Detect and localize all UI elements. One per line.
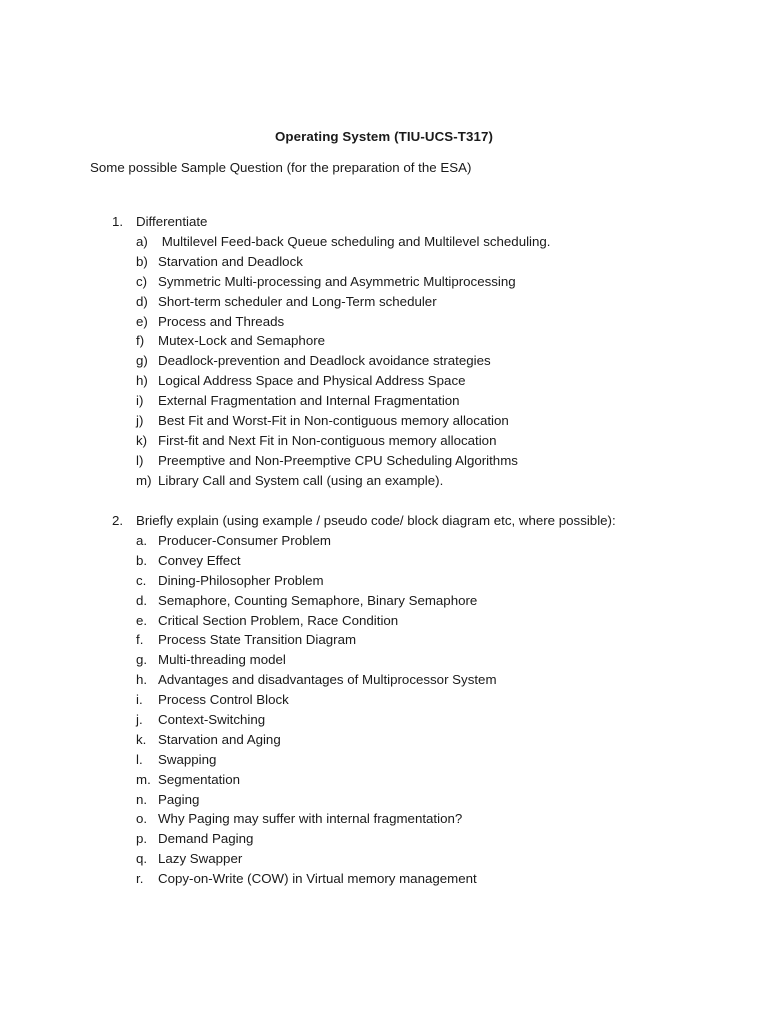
question-item xyxy=(0,630,768,650)
question-item-marker: c) xyxy=(136,273,148,289)
question-item-text: Advantages and disadvantages of Multiprocessor System xyxy=(158,672,497,688)
question-item-marker: e) xyxy=(136,313,148,329)
question-item-marker: h) xyxy=(136,373,148,389)
question-item-marker: o. xyxy=(136,811,148,827)
question-item-marker: r. xyxy=(136,871,144,887)
question-item-text: Producer-Consumer Problem xyxy=(158,533,331,548)
question-item-marker: l) xyxy=(136,452,144,468)
question-item-marker: g) xyxy=(136,353,148,369)
question-list xyxy=(0,531,768,889)
question-item xyxy=(0,252,768,272)
question-item-text: Critical Section Problem, Race Condition xyxy=(158,612,399,628)
question-item xyxy=(0,531,768,551)
question-item-text: Starvation and Aging xyxy=(158,731,281,747)
question-item-text: Paging xyxy=(158,791,200,807)
question-item-text: Swapping xyxy=(158,751,217,767)
question-item-marker: e. xyxy=(136,612,148,628)
section-title: Briefly explain (using example / pseudo code/ block diagram etc, where possible): xyxy=(136,513,616,528)
question-item xyxy=(0,809,768,829)
question-item xyxy=(0,710,768,730)
question-item-text: Dining-Philosopher Problem xyxy=(158,572,324,588)
question-item-text: Logical Address Space and Physical Address Space xyxy=(158,373,466,389)
question-item-marker: c. xyxy=(136,572,147,588)
question-item-text: Semaphore, Counting Semaphore, Binary Semaphore xyxy=(158,592,478,608)
question-item xyxy=(0,471,768,491)
question-item-marker: i) xyxy=(136,393,144,409)
question-item xyxy=(0,750,768,770)
section-number: 1. xyxy=(112,214,124,229)
question-item-text: Library Call and System call (using an example). xyxy=(158,472,444,488)
question-item xyxy=(0,611,768,631)
document-subtitle: Some possible Sample Question (for the preparation of the ESA) xyxy=(90,160,472,175)
question-item-text: Convey Effect xyxy=(158,552,241,568)
question-item-marker: n. xyxy=(136,791,148,807)
question-item xyxy=(0,391,768,411)
question-item-marker: h. xyxy=(136,672,148,688)
question-item xyxy=(0,730,768,750)
question-item xyxy=(0,431,768,451)
question-item xyxy=(0,551,768,571)
question-item-text: Demand Paging xyxy=(158,831,254,847)
question-item-marker: j) xyxy=(136,413,144,429)
question-item xyxy=(0,869,768,889)
question-item xyxy=(0,331,768,351)
question-item xyxy=(0,571,768,591)
question-section-differentiate xyxy=(0,212,768,491)
question-item-marker: p. xyxy=(136,831,148,847)
question-item-text: Lazy Swapper xyxy=(158,851,243,867)
section-title: Differentiate xyxy=(136,214,208,229)
question-item-marker: b. xyxy=(136,552,148,568)
question-item xyxy=(0,650,768,670)
question-item-text: Process and Threads xyxy=(158,313,285,329)
question-item-text: Process Control Block xyxy=(158,692,289,708)
question-item-marker: d) xyxy=(136,293,148,309)
section-number: 2. xyxy=(112,513,124,528)
question-item-marker: g. xyxy=(136,652,148,668)
section-heading xyxy=(0,511,768,531)
question-item-text: Symmetric Multi-processing and Asymmetric Multiprocessing xyxy=(158,273,516,289)
question-item-marker: j. xyxy=(136,712,143,728)
question-item-text: Deadlock-prevention and Deadlock avoidance strategies xyxy=(158,353,491,369)
question-item-marker: k. xyxy=(136,731,147,747)
question-item xyxy=(0,790,768,810)
question-item xyxy=(0,451,768,471)
question-item xyxy=(0,411,768,431)
question-item-text: External Fragmentation and Internal Fragmentation xyxy=(158,393,460,409)
question-item-marker: f) xyxy=(136,333,145,349)
question-item-marker: d. xyxy=(136,592,148,608)
question-item-marker: i. xyxy=(136,692,143,708)
question-item-marker: l. xyxy=(136,751,143,767)
question-item-text: First-fit and Next Fit in Non-contiguous memory allocation xyxy=(158,432,497,448)
question-list xyxy=(0,232,768,491)
question-item xyxy=(0,272,768,292)
question-item xyxy=(0,591,768,611)
question-item xyxy=(0,292,768,312)
question-item-text: Process State Transition Diagram xyxy=(158,632,357,648)
question-section-briefly-explain xyxy=(0,511,768,889)
question-item-text: Copy-on-Write (COW) in Virtual memory management xyxy=(158,871,477,887)
question-item xyxy=(0,670,768,690)
section-heading xyxy=(0,212,768,232)
question-item xyxy=(0,829,768,849)
question-item-text: Multi-threading model xyxy=(158,652,286,668)
question-item-marker: a) xyxy=(136,234,148,249)
question-item-marker: q. xyxy=(136,851,148,867)
question-item xyxy=(0,351,768,371)
question-item xyxy=(0,690,768,710)
question-item-marker: f. xyxy=(136,632,144,648)
question-item-marker: b) xyxy=(136,253,148,269)
question-item-text: Multilevel Feed-back Queue scheduling and Multilevel scheduling. xyxy=(158,234,551,249)
question-item xyxy=(0,849,768,869)
question-item xyxy=(0,232,768,252)
question-item-text: Segmentation xyxy=(158,771,241,787)
question-item-text: Best Fit and Worst-Fit in Non-contiguous memory allocation xyxy=(158,413,509,429)
question-item-text: Mutex-Lock and Semaphore xyxy=(158,333,326,349)
question-item-marker: m. xyxy=(136,771,151,787)
question-item-text: Starvation and Deadlock xyxy=(158,253,303,269)
question-item-text: Why Paging may suffer with internal fragmentation? xyxy=(158,811,463,827)
question-item xyxy=(0,770,768,790)
question-item-marker: m) xyxy=(136,472,152,488)
question-item-text: Preemptive and Non-Preemptive CPU Scheduling Algorithms xyxy=(158,452,518,468)
question-item-text: Short-term scheduler and Long-Term scheduler xyxy=(158,293,437,309)
question-item-text: Context-Switching xyxy=(158,712,266,728)
question-item-marker: a. xyxy=(136,533,148,548)
question-item xyxy=(0,371,768,391)
question-item xyxy=(0,312,768,332)
document-title: Operating System (TIU-UCS-T317) xyxy=(274,129,494,144)
question-item-marker: k) xyxy=(136,432,148,448)
